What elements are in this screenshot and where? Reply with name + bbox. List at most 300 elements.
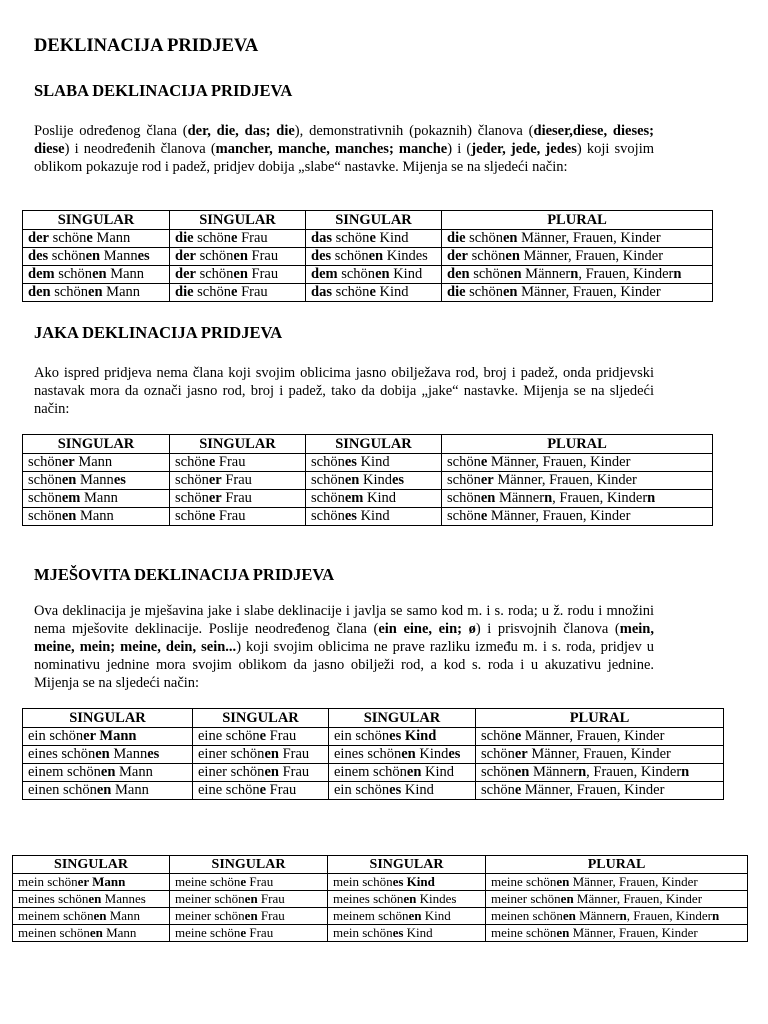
bold-text-run: mancher, manche, manches; manche (215, 141, 448, 157)
possessive-declension-table (12, 855, 748, 942)
section-heading-mixed: MJEŠOVITA DEKLINACIJA PRIDJEVA (34, 565, 335, 584)
text-run: , Frauen, Kinder (578, 266, 674, 282)
table-cell (306, 266, 442, 284)
table-header-row (23, 211, 713, 230)
column-header: SINGULAR (23, 211, 170, 230)
text-run: schön (331, 284, 370, 300)
bold-text-run: em (61, 490, 81, 506)
bold-text-run: es Kind (392, 874, 435, 889)
text-run: Männer, Frauen, Kinder (487, 454, 631, 470)
table-row (13, 874, 748, 891)
bold-text-run: es (389, 782, 402, 798)
bold-text-run: er (514, 746, 528, 762)
text-run: Mann (80, 490, 118, 506)
table-cell (170, 508, 306, 526)
text-run: schön (175, 472, 209, 488)
text-run: ), demonstrativnih (pokaznih) članova ( (294, 123, 534, 139)
text-run: ein schön (334, 728, 390, 744)
weak-declension-table (22, 210, 713, 302)
text-run: schön (481, 728, 515, 744)
text-run: Männer, Frauen, Kinder (569, 874, 698, 889)
column-header: SINGULAR (306, 435, 442, 454)
bold-text-run: en (368, 248, 384, 264)
text-run: Frau (237, 230, 268, 246)
bold-text-run: en (403, 891, 417, 906)
bold-text-run: en (96, 782, 112, 798)
bold-text-run: en (560, 891, 574, 906)
bold-text-run: er Mann (83, 728, 137, 744)
table-cell (170, 284, 306, 302)
table-cell (442, 248, 713, 266)
bold-text-run: der, die, das; die (187, 123, 295, 139)
bold-text-run: en (92, 266, 107, 282)
column-header: SINGULAR (193, 709, 329, 728)
table-cell (193, 746, 329, 764)
text-run: mein schön (18, 874, 78, 889)
column-header: SINGULAR (170, 856, 328, 874)
bold-text-run: en (244, 908, 258, 923)
bold-text-run: es (391, 472, 405, 488)
bold-text-run: es (448, 746, 461, 762)
section-paragraph-mixed (34, 602, 654, 692)
text-run: einer schön (198, 764, 265, 780)
text-run: schön (311, 490, 345, 506)
section-paragraph-weak (34, 122, 654, 176)
bold-text-run: es (137, 248, 150, 264)
text-run: meine schön (491, 874, 557, 889)
text-run: Ova deklinacija je mješavina jake i slabe deklinacije i javlja se samo kod m. i s. roda; u ž. rodu i množini nema mješovite deklinacije. Poslije neodređenog člana ( (34, 603, 654, 637)
text-run: schön (447, 454, 481, 470)
text-run: schön (331, 230, 370, 246)
text-run: Kind (356, 508, 390, 524)
text-run: meiner schön (491, 891, 561, 906)
text-run: meinem schön (333, 908, 409, 923)
bold-text-run: n (673, 266, 682, 282)
text-run: Frau (278, 746, 310, 762)
text-run: Kind (363, 490, 396, 506)
section-heading-weak: SLABA DEKLINACIJA PRIDJEVA (34, 81, 293, 100)
text-run: ) koji svojim oblikom pokazuje rod i padež, pridjev dobija „slabe“ nastavke. Mijenja se na sljedeći način: (34, 141, 655, 175)
table-cell (328, 908, 486, 925)
text-run: ) i ( (447, 141, 472, 157)
text-run: Mann (109, 746, 148, 762)
bold-text-run: e (208, 508, 216, 524)
section-paragraph-strong (34, 364, 654, 418)
text-run: eine schön (198, 782, 260, 798)
bold-text-run: es (344, 508, 357, 524)
bold-text-run: en (93, 908, 107, 923)
text-run: Männer, Frauen, Kinder (573, 891, 703, 906)
text-run: eines schön (28, 746, 96, 762)
table-cell (23, 782, 193, 800)
bold-text-run: en (505, 248, 520, 264)
table-cell (170, 874, 328, 891)
column-header: SINGULAR (329, 709, 476, 728)
text-run: ein schön (28, 728, 84, 744)
bold-text-run: em (344, 490, 364, 506)
text-run: Kindes (416, 891, 457, 906)
text-run: meiner schön (175, 908, 245, 923)
text-run: einem schön (334, 764, 407, 780)
table-row (13, 891, 748, 908)
table-row (13, 908, 748, 925)
table-cell (23, 248, 170, 266)
text-run: Frau (246, 874, 274, 889)
table-cell (442, 508, 713, 526)
table-cell (23, 284, 170, 302)
text-run: schön (465, 230, 503, 246)
column-header: SINGULAR (306, 211, 442, 230)
bold-text-run: e (240, 874, 247, 889)
table-cell (23, 454, 170, 472)
bold-text-run: die (175, 284, 194, 300)
bold-text-run: n (578, 764, 587, 780)
text-run: schön (175, 508, 209, 524)
column-header: SINGULAR (328, 856, 486, 874)
table-cell (170, 266, 306, 284)
text-run: schön (175, 490, 209, 506)
bold-text-run: es (344, 454, 357, 470)
text-run: Mann (74, 454, 113, 470)
text-run: Frau (246, 925, 274, 940)
bold-text-run: e (259, 728, 267, 744)
table-cell (13, 908, 170, 925)
text-run: Frau (221, 490, 252, 506)
column-header: SINGULAR (23, 709, 193, 728)
text-run: Frau (266, 782, 297, 798)
table-cell (23, 508, 170, 526)
text-run: Poslije određenog člana ( (34, 123, 188, 139)
text-run: eine schön (198, 728, 260, 744)
table-cell (486, 891, 748, 908)
text-run: schön (481, 782, 515, 798)
table-cell (13, 925, 170, 942)
text-run: Mann (102, 284, 141, 300)
text-run: Frau (247, 248, 279, 264)
table-cell (306, 490, 442, 508)
text-run: Mann (115, 764, 153, 780)
bold-text-run: das (311, 230, 332, 246)
bold-text-run: e (480, 454, 488, 470)
text-run: Kind (403, 925, 433, 940)
text-run: schön (447, 472, 481, 488)
text-run: Mann (76, 472, 114, 488)
table-row (23, 230, 713, 248)
text-run: ) i neodređenih članova ( (64, 141, 216, 157)
bold-text-run: en (408, 908, 422, 923)
bold-text-run: des (311, 248, 332, 264)
bold-text-run: er (208, 472, 222, 488)
bold-text-run: er (61, 454, 75, 470)
text-run: meine schön (175, 925, 241, 940)
table-cell (306, 284, 442, 302)
text-run: Kind (375, 230, 409, 246)
table-cell (23, 764, 193, 782)
text-run: schön (54, 266, 93, 282)
text-run: Männer (575, 908, 620, 923)
text-run: ) koji svojim oblicima ne prave razliku između m. i s. roda, pridjev u nominativu jednine mora svojim oblikom da jasno obilježi rod, a kod s. roda i u akuzativu jednine. Mijenja se na sljedeći način: (34, 639, 654, 691)
bold-text-run: en (401, 746, 416, 762)
table-cell (486, 925, 748, 942)
text-run: schön (28, 490, 62, 506)
text-run: Männer, Frauen, Kinder (493, 472, 637, 488)
bold-text-run: en (344, 472, 360, 488)
text-run: schön (481, 764, 515, 780)
text-run: schön (195, 248, 234, 264)
text-run: Kind (421, 908, 451, 923)
text-run: ) i prisvojnih članova ( (475, 621, 620, 637)
text-run: Kindes (383, 248, 428, 264)
text-run: Frau (257, 908, 285, 923)
text-run: Kind (401, 782, 434, 798)
table-cell (306, 508, 442, 526)
bold-text-run: e (208, 454, 216, 470)
bold-text-run: dem (311, 266, 338, 282)
bold-text-run: e (86, 230, 93, 246)
bold-text-run: en (264, 746, 279, 762)
text-run: schön (481, 746, 515, 762)
text-run: schön (28, 508, 62, 524)
bold-text-run: en (375, 266, 390, 282)
table-cell (486, 874, 748, 891)
text-run: meinem schön (18, 908, 94, 923)
table-cell (328, 891, 486, 908)
table-cell (442, 230, 713, 248)
table-cell (329, 782, 476, 800)
table-cell (306, 454, 442, 472)
table-cell (442, 266, 713, 284)
bold-text-run: e (240, 925, 247, 940)
table-cell (328, 874, 486, 891)
text-run: meinen schön (491, 908, 563, 923)
bold-text-run: e (514, 728, 522, 744)
text-run: einen schön (28, 782, 97, 798)
table-cell (442, 490, 713, 508)
bold-text-run: en (95, 746, 110, 762)
column-header: SINGULAR (170, 435, 306, 454)
section-heading-strong: JAKA DEKLINACIJA PRIDJEVA (34, 323, 283, 342)
table-cell (476, 728, 724, 746)
bold-text-run: mein, meine, mein; meine, dein, sein... (34, 621, 654, 655)
text-run: schön (48, 230, 87, 246)
text-run: schön (311, 472, 345, 488)
text-run: Männer, Frauen, Kinder (487, 508, 631, 524)
bold-text-run: ein eine, ein; ø (378, 621, 476, 637)
text-run: Männer (529, 764, 579, 780)
mixed-declension-table (22, 708, 724, 800)
text-run: Mann (92, 230, 131, 246)
text-run: Ako ispred pridjeva nema člana koji svojim oblicima jasno obilježava rod, broj i padež, onda pridjevski nastavak mora da označi jasno rod, broj i padež, tako da dobija „jake“ nastavke. Mijenja se na sljedeći način: (34, 365, 654, 417)
text-run: , Frauen, Kinder (626, 908, 712, 923)
text-run: Mann (76, 508, 114, 524)
table-header-row (23, 435, 713, 454)
table-cell (306, 230, 442, 248)
bold-text-run: en (507, 266, 522, 282)
text-run: schön (337, 266, 376, 282)
column-header: PLURAL (442, 211, 713, 230)
text-run: Frau (237, 284, 268, 300)
table-cell (23, 728, 193, 746)
bold-text-run: en (88, 891, 102, 906)
bold-text-run: en (503, 284, 518, 300)
text-run: meiner schön (175, 891, 245, 906)
bold-text-run: dem (28, 266, 55, 282)
table-cell (170, 490, 306, 508)
text-run: Kind (359, 472, 392, 488)
text-run: Männer (495, 490, 545, 506)
bold-text-run: die (175, 230, 194, 246)
text-run: Frau (215, 454, 246, 470)
text-run: schön (48, 248, 86, 264)
text-run: schön (469, 266, 508, 282)
text-run: schön (175, 454, 209, 470)
table-cell (23, 230, 170, 248)
text-run: Männer (521, 266, 571, 282)
table-cell (170, 454, 306, 472)
bold-text-run: die (447, 230, 466, 246)
text-run: mein schön (333, 874, 393, 889)
table-row (23, 782, 724, 800)
text-run: schön (447, 490, 481, 506)
bold-text-run: en (100, 764, 116, 780)
bold-text-run: en (244, 891, 258, 906)
table-cell (23, 266, 170, 284)
column-header: SINGULAR (170, 211, 306, 230)
text-run: Kind (356, 454, 390, 470)
text-run: Männer, Frauen, Kinder (569, 925, 698, 940)
table-cell (170, 908, 328, 925)
table-row (13, 925, 748, 942)
column-header: PLURAL (486, 856, 748, 874)
bold-text-run: e (231, 230, 238, 246)
bold-text-run: en (233, 266, 248, 282)
bold-text-run: der (447, 248, 468, 264)
table-header-row (13, 856, 748, 874)
text-run: schön (311, 454, 345, 470)
table-row (23, 284, 713, 302)
text-run: , Frauen, Kinder (552, 490, 648, 506)
page-title: DEKLINACIJA PRIDJEVA (34, 36, 259, 56)
bold-text-run: er (208, 490, 222, 506)
text-run: Männer, Frauen, Kinder (527, 746, 671, 762)
text-run: meines schön (333, 891, 404, 906)
text-run: Kind (415, 746, 449, 762)
text-run: Mann (106, 266, 145, 282)
text-run: schön (195, 266, 234, 282)
text-run: Mann (106, 908, 141, 923)
table-cell (306, 248, 442, 266)
text-run: einem schön (28, 764, 101, 780)
column-header: PLURAL (442, 435, 713, 454)
text-run: Männer, Frauen, Kinder (517, 284, 661, 300)
bold-text-run: e (514, 782, 522, 798)
bold-text-run: en (85, 248, 101, 264)
text-run: Kind (375, 284, 409, 300)
column-header: SINGULAR (13, 856, 170, 874)
text-run: , Frauen, Kinder (586, 764, 682, 780)
bold-text-run: den (28, 284, 51, 300)
table-cell (193, 764, 329, 782)
strong-declension-table (22, 434, 713, 526)
table-cell (193, 782, 329, 800)
text-run: Frau (257, 891, 285, 906)
bold-text-run: en (264, 764, 279, 780)
text-run: meine schön (491, 925, 557, 940)
bold-text-run: der (28, 230, 49, 246)
text-run: einer schön (198, 746, 265, 762)
column-header: SINGULAR (23, 435, 170, 454)
table-header-row (23, 709, 724, 728)
text-run: Kind (389, 266, 423, 282)
table-cell (23, 490, 170, 508)
text-run: schön (467, 248, 506, 264)
text-run: schön (28, 454, 62, 470)
text-run: Männer, Frauen, Kinder (521, 728, 665, 744)
text-run: schön (465, 284, 503, 300)
text-run: meine schön (175, 874, 241, 889)
text-run: Mann (111, 782, 149, 798)
text-run: schön (311, 508, 345, 524)
bold-text-run: die (447, 284, 466, 300)
table-cell (306, 472, 442, 490)
bold-text-run: en (61, 508, 77, 524)
table-cell (329, 764, 476, 782)
bold-text-run: en (406, 764, 422, 780)
bold-text-run: n (647, 490, 656, 506)
text-run: Mann (100, 248, 138, 264)
table-cell (170, 891, 328, 908)
text-run: meinen schön (18, 925, 90, 940)
text-run: schön (28, 472, 62, 488)
table-row (23, 266, 713, 284)
bold-text-run: n (570, 266, 579, 282)
bold-text-run: en (562, 908, 576, 923)
bold-text-run: es (392, 925, 404, 940)
table-cell (476, 782, 724, 800)
table-row (23, 764, 724, 782)
text-run: Frau (278, 764, 310, 780)
text-run: Kind (421, 764, 455, 780)
table-row (23, 454, 713, 472)
table-cell (170, 472, 306, 490)
table-cell (442, 472, 713, 490)
table-cell (170, 248, 306, 266)
text-run: Frau (221, 472, 252, 488)
bold-text-run: dieser,diese, dieses; diese (34, 123, 654, 157)
bold-text-run: der (175, 266, 196, 282)
bold-text-run: es Kind (389, 728, 437, 744)
table-cell (170, 230, 306, 248)
bold-text-run: e (369, 230, 376, 246)
bold-text-run: en (88, 284, 103, 300)
table-cell (476, 764, 724, 782)
bold-text-run: en (556, 925, 570, 940)
bold-text-run: n (681, 764, 690, 780)
text-run: schön (331, 248, 369, 264)
table-cell (328, 925, 486, 942)
table-cell (13, 874, 170, 891)
bold-text-run: en (89, 925, 103, 940)
bold-text-run: en (503, 230, 518, 246)
bold-text-run: der (175, 248, 196, 264)
table-cell (486, 908, 748, 925)
bold-text-run: en (233, 248, 248, 264)
table-cell (193, 728, 329, 746)
table-row (23, 490, 713, 508)
bold-text-run: en (61, 472, 77, 488)
bold-text-run: es (147, 746, 160, 762)
bold-text-run: e (369, 284, 376, 300)
